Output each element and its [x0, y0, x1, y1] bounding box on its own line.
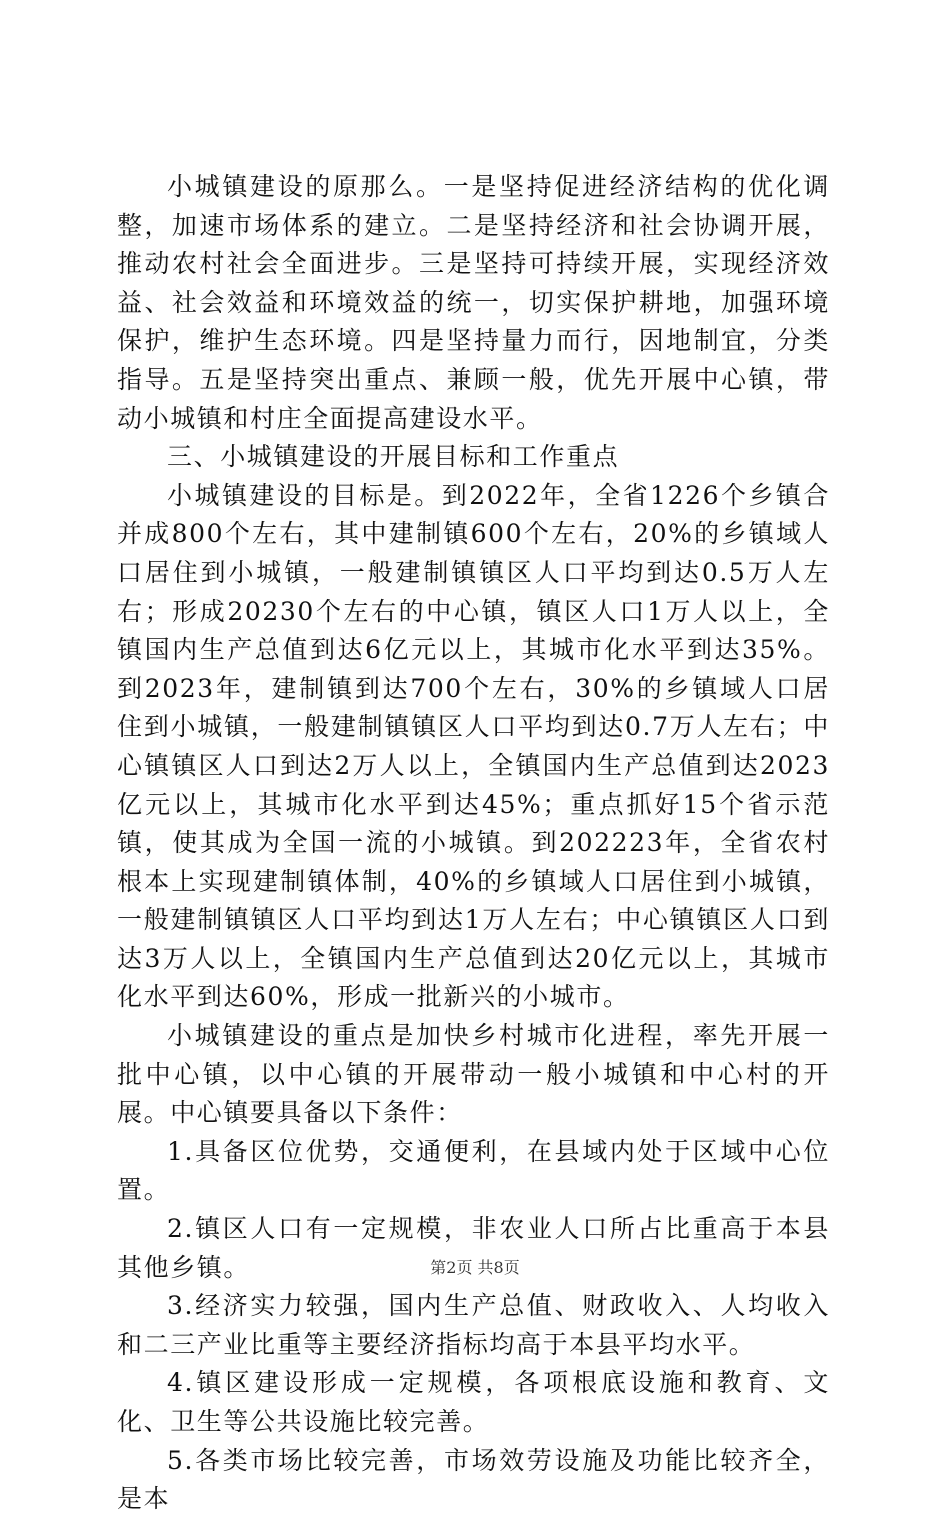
- paragraph-focus: 小城镇建设的重点是加快乡村城市化进程，率先开展一批中心镇，以中心镇的开展带动一般小城镇和中心村的开展。中心镇要具备以下条件：: [117, 1021, 830, 1128]
- paragraph-goals: 小城镇建设的目标是。到2022年，全省1226个乡镇合并成800个左右，其中建制镇600个左右，20%的乡镇域人口居住到小城镇，一般建制镇镇区人口平均到达0.5万人左右；形成20230个左右的中心镇，镇区人口1万人以上，全镇国内生产总值到达6亿元以上，其城市化水平到达35%。到2023年，建制镇到达700个左右，30%的乡镇域人口居住到小城镇，一般建制镇镇区人口平均到达0.7万人左右；中心镇镇区人口到达2万人以上，全镇国内生产总值到达2023亿元以上，其城市化水平到达45%；重点抓好15个省示范镇，使其成为全国一流的小城镇。到202223年，全省农村根本上实现建制镇体制，40%的乡镇域人口居住到小城镇，一般建制镇镇区人口平均到达1万人左右；中心镇镇区人口到达3万人以上，全镇国内生产总值到达20亿元以上，其城市化水平到达60%，形成一批新兴的小城市。: [117, 480, 830, 1012]
- paragraph-principles: 小城镇建设的原那么。一是坚持促进经济结构的优化调整，加速市场体系的建立。二是坚持经济和社会协调开展，推动农村社会全面进步。三是坚持可持续开展，实现经济效益、社会效益和环境效益的统一，切实保护耕地，加强环境保护，维护生态环境。四是坚持量力而行，因地制宜，分类指导。五是坚持突出重点、兼顾一般，优先开展中心镇，带动小城镇和村庄全面提高建设水平。: [117, 172, 830, 433]
- page-footer: 第2页 共8页: [430, 1258, 520, 1277]
- list-item-condition-1: 1.具备区位优势，交通便利，在县域内处于区域中心位置。: [117, 1136, 830, 1205]
- list-item-condition-4: 4.镇区建设形成一定规模，各项根底设施和教育、文化、卫生等公共设施比较完善。: [117, 1368, 830, 1436]
- list-item-condition-3: 3.经济实力较强，国内生产总值、财政收入、人均收入和二三产业比重等主要经济指标均高于本县平均水平。: [117, 1291, 830, 1359]
- section-heading: 三、小城镇建设的开展目标和工作重点: [167, 442, 620, 472]
- list-item-condition-2: 2.镇区人口有一定规模，非农业人口所占比重高于本县其他乡镇。: [117, 1214, 830, 1282]
- document-body: [117, 168, 830, 1519]
- list-item-condition-5: 5.各类市场比较完善，市场效劳设施及功能比较齐全，是本: [117, 1445, 830, 1514]
